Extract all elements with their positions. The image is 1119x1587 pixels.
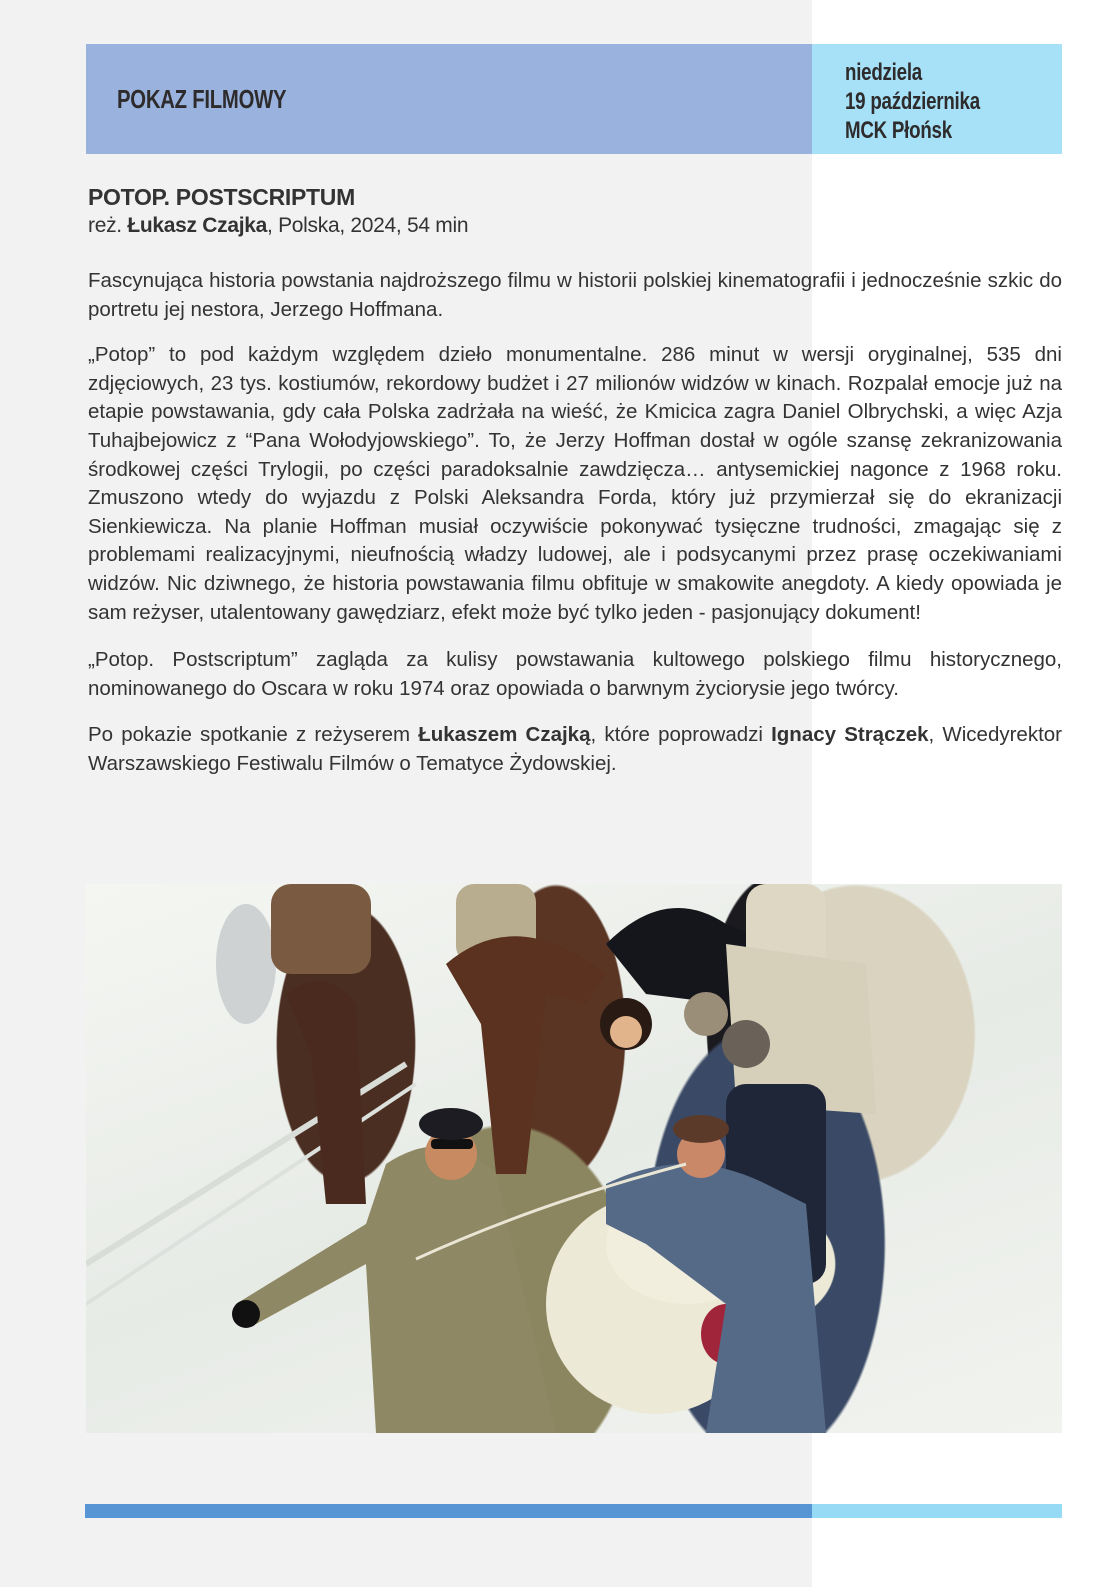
film-credits bbox=[88, 211, 1062, 241]
film-details: , Polska, 2024, 54 min bbox=[267, 214, 469, 237]
section-band bbox=[86, 44, 812, 154]
person-hat bbox=[722, 1020, 770, 1068]
meeting-text-middle: , które poprowadzi bbox=[590, 723, 772, 747]
footer-band-light bbox=[812, 1504, 1062, 1518]
event-info-band bbox=[812, 44, 1062, 154]
meeting-director: Łukaszem Czajką bbox=[418, 723, 591, 747]
article-content bbox=[88, 183, 1062, 779]
cap bbox=[419, 1108, 483, 1140]
meeting-text-before: Po pokazie spotkanie z reżyserem bbox=[88, 723, 419, 747]
film-title: POTOP. POSTSCRIPTUM bbox=[88, 184, 355, 210]
director-prefix: reż. bbox=[88, 214, 122, 237]
event-venue: MCK Płońsk bbox=[845, 117, 952, 144]
glove bbox=[232, 1300, 260, 1328]
film-still-photo bbox=[86, 884, 1062, 1433]
horse-brown-left bbox=[286, 981, 366, 1204]
man-sheepskin-coat bbox=[236, 1146, 556, 1433]
meeting-text-after: , Wicedyrektor Warszawskiego Festiwalu Filmów o Tematyce Żydowskiej. bbox=[88, 723, 1062, 775]
paragraph-intro: Fascynująca historia powstania najdroższego filmu w historii polskiej kinematografii i jednocześnie szkic do portretu jej nestora, Jerzego Hoffmana. bbox=[88, 269, 1062, 321]
director-name: Łukasz Czajka bbox=[127, 214, 268, 237]
person-face bbox=[610, 1016, 642, 1048]
sunglasses bbox=[431, 1139, 473, 1149]
paragraph-meeting bbox=[88, 721, 1062, 778]
footer-band-dark bbox=[85, 1504, 812, 1518]
event-day: niedziela bbox=[845, 59, 922, 86]
meeting-host: Ignacy Strączek bbox=[771, 723, 929, 747]
horse-left bbox=[216, 904, 276, 1024]
event-date: 19 października bbox=[845, 88, 980, 115]
footer-bar bbox=[85, 1504, 1062, 1518]
section-label: POKAZ FILMOWY bbox=[117, 83, 287, 114]
rider-left bbox=[271, 884, 371, 974]
event-header bbox=[86, 44, 1062, 154]
paragraph-history: „Potop” to pod każdym względem dzieło monumentalne. 286 minut w wersji oryginalnej, 535 dni zdjęciowych, 23 tys. kostiumów, rekordowy budżet i 27 milionów widzów w kinach. Rozpalał emocje już na etapie powstawania, gdy cała Polska zadrżała na wieść, że Kmicica zagra Daniel Olbrychski, a więc Azja Tuhajbejowicz z “Pana Wołodyjowskiego”. To, że Jerzy Hoffman dostał w ogóle szansę zekranizowania środkowej części Trylogii, po części paradoksalnie zawdzięcza… antysemickiej nagonce z 1968 roku. Zmuszono wtedy do wyjazdu z Polski Aleksandra Forda, który już przymierzał się do ekranizacji Sienkiewicza. Na planie Hoffman musiał oczywiście pokonywać tysięczne trudności, zmagając się z problemami realizacyjnymi, nieufnością władzy ludowej, ale i podsycanymi przez prasę oczekiwaniami widzów. Nic dziwnego, że historia powstawania filmu obfituje w smakowite anegdoty. A kiedy opowiada je sam reżyser, utalentowany gawędziarz, efekt może być tylko jeden - pasjonujący dokument! bbox=[88, 343, 1062, 624]
fur-hat bbox=[673, 1115, 729, 1143]
paragraph-summary: „Potop. Postscriptum” zagląda za kulisy powstawania kultowego polskiego filmu historycznego, nominowanego do Oscara w roku 1974 oraz opowiada o barwnym życiorysie jego twórcy. bbox=[88, 648, 1062, 700]
photo-illustration bbox=[86, 884, 1062, 1433]
person-hat bbox=[684, 992, 728, 1036]
